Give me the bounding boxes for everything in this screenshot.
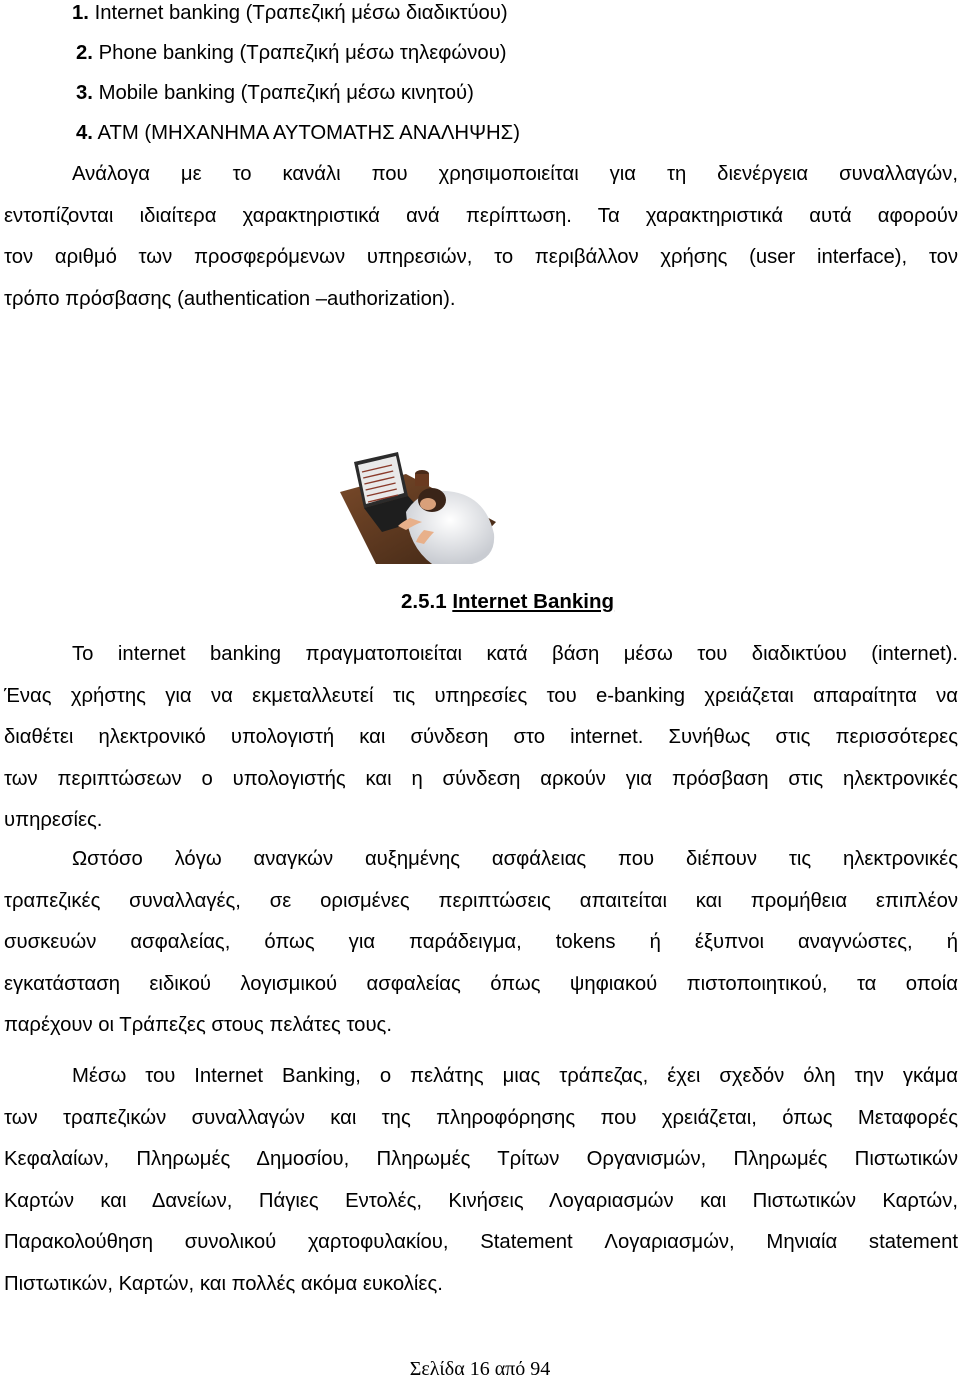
section-heading xyxy=(401,590,614,614)
page-number-label: Σελίδα 16 από 94 xyxy=(409,1358,551,1380)
text-line: τρόπο πρόσβασης (authentication –authorization). xyxy=(4,287,456,310)
internet-banking-paragraph xyxy=(4,634,958,842)
text-line: Καρτών και Δανείων, Πάγιες Εντολές, Κινήσεις Λογαριασμών και Πιστωτικών Καρτών, xyxy=(4,1189,958,1212)
section-number: 2.5.1 xyxy=(401,590,447,613)
text-line: Ανάλογα με το κανάλι που χρησιμοποιείται για τη διενέργεια συναλλαγών, xyxy=(72,163,958,185)
text-line: εγκατάσταση ειδικού λογισμικού ασφαλείας όπως ψηφιακού πιστοποιητικού, τα οποία xyxy=(4,972,958,995)
list-item xyxy=(76,122,520,145)
laptop-user-image xyxy=(336,452,498,566)
text-line: εντοπίζονται ιδιαίτερα χαρακτηριστικά ανά περίπτωση. Τα χαρακτηριστικά αυτά αφορούν xyxy=(4,204,958,227)
section-title: Internet Banking xyxy=(452,590,615,613)
text-line: Κεφαλαίων, Πληρωμές Δημοσίου, Πληρωμές Τρίτων Οργανισμών, Πληρωμές Πιστωτικών xyxy=(4,1148,958,1170)
security-paragraph xyxy=(4,839,958,1047)
text-line: συσκευών ασφαλείας, όπως για παράδειγμα, tokens ή έξυπνοι αναγνώστες, ή xyxy=(4,931,958,953)
text-line: των περιπτώσεων ο υπολογιστής και η σύνδεση αρκούν για πρόσβαση στις ηλεκτρονικές xyxy=(4,767,958,790)
list-text: Internet banking (Τραπεζική μέσω διαδικτύου) xyxy=(94,2,508,24)
list-text: Mobile banking (Τραπεζική μέσω κινητού) xyxy=(98,82,474,104)
laptop-user-illustration xyxy=(336,452,498,566)
list-number: 3. xyxy=(76,82,93,104)
text-line: παρέχουν οι Τράπεζες στους πελάτες τους. xyxy=(4,1014,392,1036)
list-text: Phone banking (Τραπεζική μέσω τηλεφώνου) xyxy=(98,42,507,64)
text-line: των τραπεζικών συναλλαγών και της πληροφόρησης που χρειάζεται, όπως Μεταφορές xyxy=(4,1106,958,1129)
text-line: Ένας χρήστης για να εκμεταλλευτεί τις υπηρεσίες του e-banking χρειάζεται απαραίτητα να xyxy=(4,684,958,707)
text-line: Το internet banking πραγματοποιείται κατά βάση μέσω του διαδικτύου (internet). xyxy=(72,643,958,665)
text-line: τον αριθμό των προσφερόμενων υπηρεσιών, το περιβάλλον χρήσης (user interface), τον xyxy=(4,246,958,268)
text-line: τραπεζικές συναλλαγές, σε ορισμένες περιπτώσεις απαιτείται και προμήθεια επιπλέον xyxy=(4,889,958,912)
text-line: Πιστωτικών, Καρτών, και πολλές ακόμα ευκολίες. xyxy=(4,1272,443,1295)
list-item xyxy=(72,2,508,25)
text-line: διαθέτει ηλεκτρονικό υπολογιστή και σύνδεση στο internet. Συνήθως στις περισσότερες xyxy=(4,726,958,748)
list-text: ATM (ΜΗΧΑΝΗΜΑ ΑΥΤΟΜΑΤΗΣ ΑΝΑΛΗΨΗΣ) xyxy=(97,122,520,144)
services-paragraph xyxy=(4,1056,958,1305)
text-line: Μέσω του Internet Banking, ο πελάτης μιας τράπεζας, έχει σχεδόν όλη την γκάμα xyxy=(72,1065,958,1087)
page-footer xyxy=(0,1358,960,1381)
text-line: υπηρεσίες. xyxy=(4,809,103,831)
list-number: 2. xyxy=(76,42,93,64)
text-line: Παρακολούθηση συνολικού χαρτοφυλακίου, Statement Λογαριασμών, Μηνιαία statement xyxy=(4,1231,958,1253)
text-line: Ωστόσο λόγω αναγκών αυξημένης ασφάλειας που διέπουν τις ηλεκτρονικές xyxy=(72,848,958,870)
list-number: 1. xyxy=(72,2,89,24)
list-item xyxy=(76,82,474,105)
intro-paragraph xyxy=(4,154,958,320)
list-item xyxy=(76,42,507,65)
list-number: 4. xyxy=(76,122,93,144)
